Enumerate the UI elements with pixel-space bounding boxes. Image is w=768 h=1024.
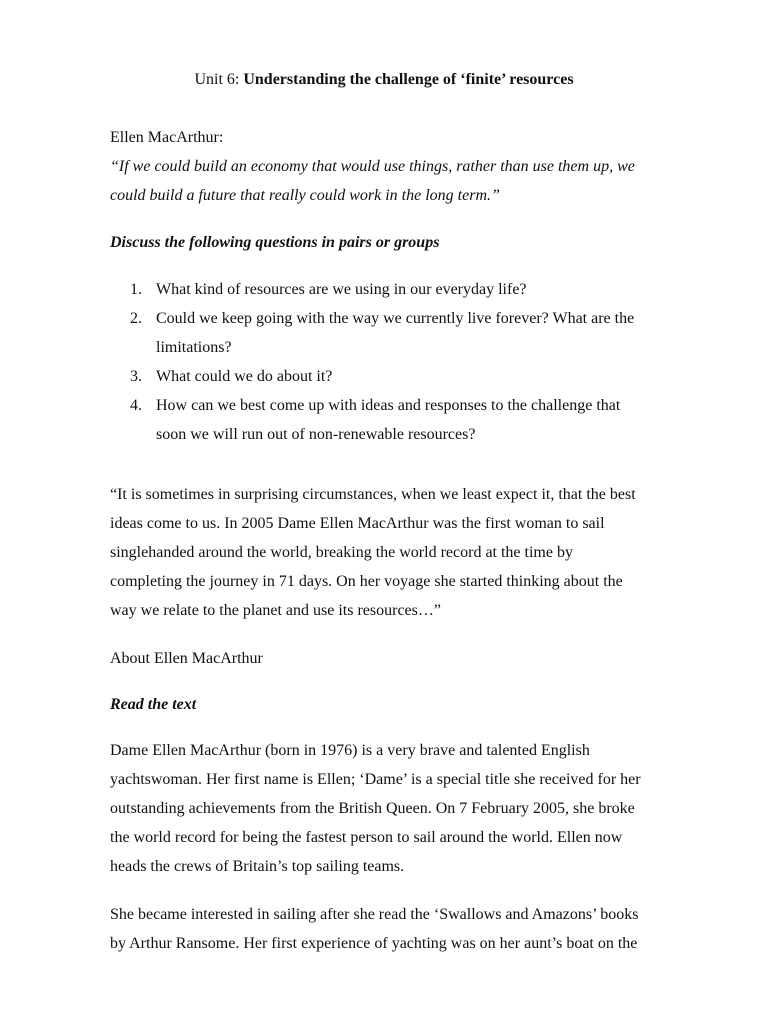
intro-line: ideas come to us. In 2005 Dame Ellen MacArthur was the first woman to sail (110, 515, 605, 532)
title-prefix: Unit 6: (194, 71, 244, 88)
question-text: What kind of resources are we using in our everyday life? (156, 281, 527, 298)
page-title (0, 70, 768, 90)
intro-line: completing the journey in 71 days. On her voyage she started thinking about the (110, 573, 623, 590)
question-number: 3. (130, 368, 142, 385)
intro-line: “It is sometimes in surprising circumstances, when we least expect it, that the best (110, 486, 636, 503)
title-bold: Understanding the challenge of ‘finite’ resources (243, 71, 574, 88)
question-number: 4. (130, 397, 142, 414)
question-text: What could we do about it? (156, 368, 333, 385)
question-number: 1. (130, 281, 142, 298)
read-heading: Read the text (110, 696, 197, 713)
bio-line: heads the crews of Britain’s top sailing teams. (110, 858, 405, 875)
bio-line: yachtswoman. Her first name is Ellen; ‘Dame’ is a special title she received for her (110, 771, 641, 788)
intro-line: singlehanded around the world, breaking the world record at the time by (110, 544, 573, 561)
bio-line: by Arthur Ransome. Her first experience of yachting was on her aunt’s boat on the (110, 935, 638, 952)
question-text: soon we will run out of non-renewable resources? (156, 426, 476, 443)
question-text: limitations? (156, 339, 232, 356)
question-text: How can we best come up with ideas and responses to the challenge that (156, 397, 621, 414)
bio-line: Dame Ellen MacArthur (born in 1976) is a very brave and talented English (110, 742, 590, 759)
about-heading: About Ellen MacArthur (110, 650, 263, 667)
intro-line: way we relate to the planet and use its resources…” (110, 602, 441, 619)
bio-line: She became interested in sailing after she read the ‘Swallows and Amazons’ books (110, 906, 639, 923)
quote-line: “If we could build an economy that would use things, rather than use them up, we (110, 158, 635, 175)
question-number: 2. (130, 310, 142, 327)
quote-line: could build a future that really could work in the long term.” (110, 187, 500, 204)
bio-line: outstanding achievements from the British Queen. On 7 February 2005, she broke (110, 800, 635, 817)
quote-speaker: Ellen MacArthur: (110, 129, 224, 146)
bio-line: the world record for being the fastest person to sail around the world. Ellen now (110, 829, 623, 846)
question-text: Could we keep going with the way we currently live forever? What are the (156, 310, 635, 327)
discussion-instruction: Discuss the following questions in pairs or groups (110, 234, 440, 251)
